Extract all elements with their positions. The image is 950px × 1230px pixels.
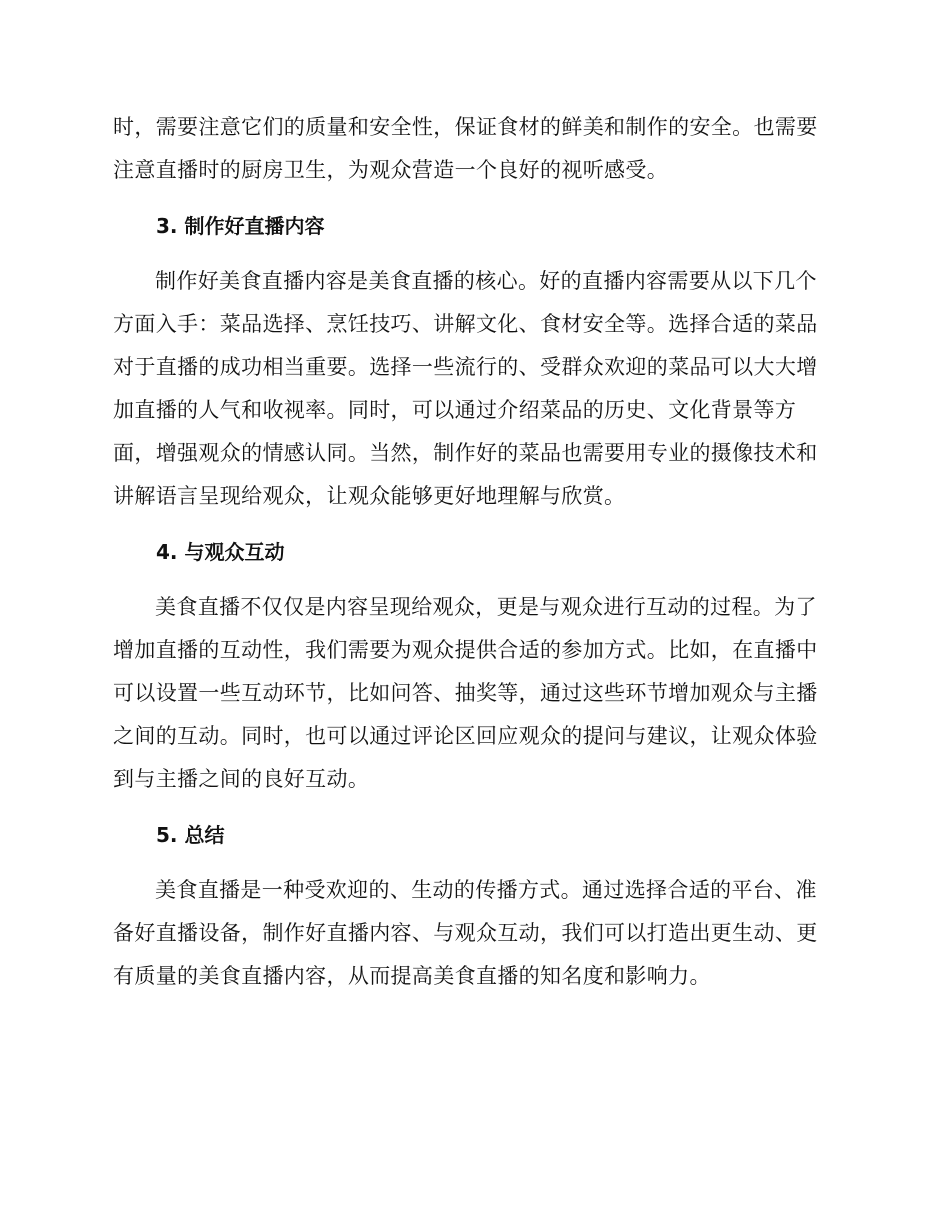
- paragraph-line: 到与主播之间的良好互动。: [113, 767, 370, 791]
- section-heading-5: 5. 总结: [156, 823, 225, 847]
- intro-paragraph: [113, 106, 830, 192]
- paragraph-line: 加直播的人气和收视率。同时，可以通过介绍菜品的历史、文化背景等方: [113, 398, 797, 422]
- section-heading-4: 4. 与观众互动: [156, 540, 285, 564]
- paragraph-line: 制作好美食直播内容是美食直播的核心。好的直播内容需要从以下几个: [155, 269, 817, 293]
- document-page: [113, 106, 830, 998]
- paragraph-line: 美食直播是一种受欢迎的、生动的传播方式。通过选择合适的平台、准: [155, 878, 817, 902]
- section-5-paragraph: [113, 869, 830, 998]
- paragraph-line: 之间的互动。同时，也可以通过评论区回应观众的提问与建议，让观众体验: [113, 724, 818, 748]
- paragraph-line: 有质量的美食直播内容，从而提高美食直播的知名度和影响力。: [113, 964, 711, 988]
- section-4-paragraph: [113, 586, 830, 801]
- section-3-paragraph: [113, 260, 830, 518]
- paragraph-line: 备好直播设备，制作好直播内容、与观众互动，我们可以打造出更生动、更: [113, 921, 818, 945]
- paragraph-line: 对于直播的成功相当重要。选择一些流行的、受群众欢迎的菜品可以大大增: [113, 355, 818, 379]
- paragraph-line: 讲解语言呈现给观众，让观众能够更好地理解与欣赏。: [113, 484, 626, 508]
- section-heading-3: 3. 制作好直播内容: [156, 214, 325, 238]
- paragraph-line: 时，需要注意它们的质量和安全性，保证食材的鲜美和制作的安全。也需要: [113, 115, 818, 139]
- paragraph-line: 面，增强观众的情感认同。当然，制作好的菜品也需要用专业的摄像技术和: [113, 441, 818, 465]
- paragraph-line: 方面入手：菜品选择、烹饪技巧、讲解文化、食材安全等。选择合适的菜品: [113, 312, 818, 336]
- paragraph-line: 美食直播不仅仅是内容呈现给观众，更是与观众进行互动的过程。为了: [155, 595, 817, 619]
- paragraph-line: 可以设置一些互动环节，比如问答、抽奖等，通过这些环节增加观众与主播: [113, 681, 818, 705]
- paragraph-line: 增加直播的互动性，我们需要为观众提供合适的参加方式。比如，在直播中: [113, 638, 818, 662]
- paragraph-line: 注意直播时的厨房卫生，为观众营造一个良好的视听感受。: [113, 158, 669, 182]
